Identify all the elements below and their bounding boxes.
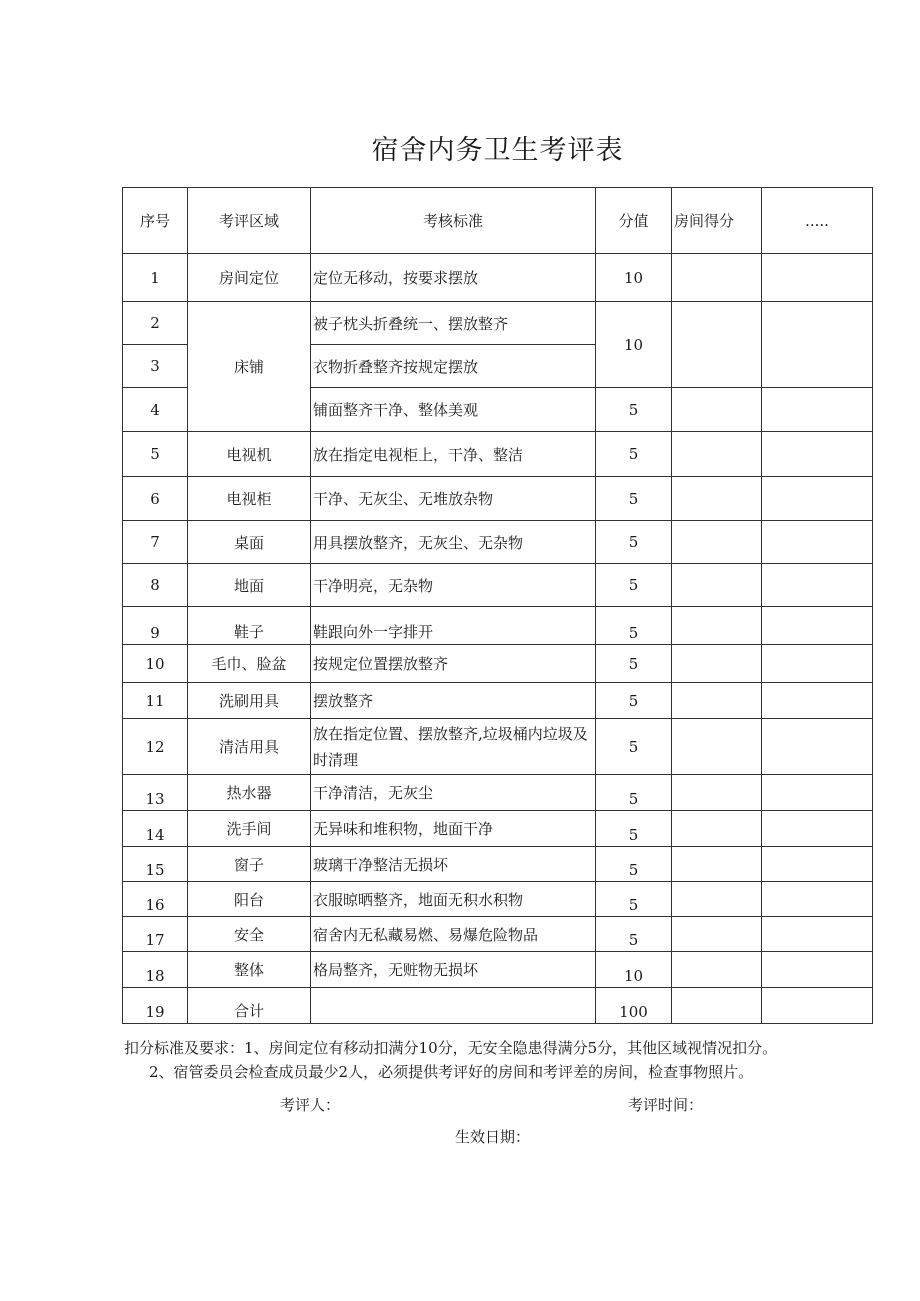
page-title: 宿舍内务卫生考评表 bbox=[371, 135, 624, 166]
header-area: 考评区域 bbox=[188, 188, 311, 254]
row-area: 窗子 bbox=[188, 847, 311, 882]
row-room-score-cell[interactable] bbox=[672, 775, 762, 811]
row-criteria: 放在指定电视柜上，干净、整洁 bbox=[311, 432, 596, 477]
table-row bbox=[123, 952, 873, 988]
row-room-score-cell[interactable] bbox=[672, 952, 762, 988]
row-no: 7 bbox=[123, 521, 188, 564]
row-score: 5 bbox=[596, 607, 672, 645]
row-no: 17 bbox=[123, 917, 188, 952]
row-criteria: 铺面整齐干净、整体美观 bbox=[311, 388, 596, 432]
table-row bbox=[123, 432, 873, 477]
row-area: 阳台 bbox=[188, 882, 311, 917]
row-area: 房间定位 bbox=[188, 254, 311, 302]
row-criteria: 摆放整齐 bbox=[311, 683, 596, 719]
row-criteria: 被子枕头折叠统一、摆放整齐 bbox=[311, 302, 596, 345]
row-extra-cell[interactable] bbox=[762, 607, 873, 645]
row-no: 6 bbox=[123, 477, 188, 521]
row-score: 5 bbox=[596, 477, 672, 521]
row-score: 5 bbox=[596, 432, 672, 477]
row-area: 整体 bbox=[188, 952, 311, 988]
row-no: 14 bbox=[123, 811, 188, 847]
row-room-score-cell[interactable] bbox=[672, 882, 762, 917]
row-criteria: 干净清洁，无灰尘 bbox=[311, 775, 596, 811]
row-room-score-cell[interactable] bbox=[672, 917, 762, 952]
row-no: 18 bbox=[123, 952, 188, 988]
row-score: 5 bbox=[596, 564, 672, 607]
row-score: 5 bbox=[596, 917, 672, 952]
row-extra-cell[interactable] bbox=[762, 988, 873, 1024]
row-area: 电视机 bbox=[188, 432, 311, 477]
row-room-score-cell[interactable] bbox=[672, 302, 762, 388]
row-extra-cell[interactable] bbox=[762, 477, 873, 521]
row-criteria: 玻璃干净整洁无损坏 bbox=[311, 847, 596, 882]
row-room-score-cell[interactable] bbox=[672, 432, 762, 477]
row-room-score-cell[interactable] bbox=[672, 645, 762, 683]
row-extra-cell[interactable] bbox=[762, 254, 873, 302]
table-row bbox=[123, 811, 873, 847]
row-area: 毛巾、脸盆 bbox=[188, 645, 311, 683]
table-row bbox=[123, 917, 873, 952]
row-extra-cell[interactable] bbox=[762, 811, 873, 847]
row-criteria: 用具摆放整齐，无灰尘、无杂物 bbox=[311, 521, 596, 564]
row-extra-cell[interactable] bbox=[762, 432, 873, 477]
row-score: 5 bbox=[596, 882, 672, 917]
row-room-score-cell[interactable] bbox=[672, 683, 762, 719]
row-extra-cell[interactable] bbox=[762, 388, 873, 432]
row-extra-cell[interactable] bbox=[762, 882, 873, 917]
row-room-score-cell[interactable] bbox=[672, 564, 762, 607]
row-extra-cell[interactable] bbox=[762, 302, 873, 388]
row-extra-cell[interactable] bbox=[762, 847, 873, 882]
evaluation-table bbox=[122, 187, 873, 1024]
row-area: 桌面 bbox=[188, 521, 311, 564]
row-no: 8 bbox=[123, 564, 188, 607]
row-no: 19 bbox=[123, 988, 188, 1024]
row-score: 5 bbox=[596, 811, 672, 847]
row-room-score-cell[interactable] bbox=[672, 254, 762, 302]
row-score: 5 bbox=[596, 683, 672, 719]
row-no: 11 bbox=[123, 683, 188, 719]
table-row bbox=[123, 683, 873, 719]
table-row bbox=[123, 645, 873, 683]
row-criteria: 定位无移动，按要求摆放 bbox=[311, 254, 596, 302]
row-criteria bbox=[311, 988, 596, 1024]
row-score-merged: 10 bbox=[596, 302, 672, 388]
row-extra-cell[interactable] bbox=[762, 521, 873, 564]
header-score: 分值 bbox=[596, 188, 672, 254]
row-score: 100 bbox=[596, 988, 672, 1024]
row-area: 清洁用具 bbox=[188, 719, 311, 775]
table-row bbox=[123, 254, 873, 302]
row-criteria: 衣物折叠整齐按规定摆放 bbox=[311, 345, 596, 388]
row-extra-cell[interactable] bbox=[762, 564, 873, 607]
table-row bbox=[123, 521, 873, 564]
row-room-score-cell[interactable] bbox=[672, 811, 762, 847]
row-no: 5 bbox=[123, 432, 188, 477]
row-no: 15 bbox=[123, 847, 188, 882]
row-room-score-cell[interactable] bbox=[672, 607, 762, 645]
row-score: 5 bbox=[596, 847, 672, 882]
row-area: 鞋子 bbox=[188, 607, 311, 645]
row-extra-cell[interactable] bbox=[762, 645, 873, 683]
table-row bbox=[123, 882, 873, 917]
row-room-score-cell[interactable] bbox=[672, 388, 762, 432]
row-no: 4 bbox=[123, 388, 188, 432]
header-criteria: 考核标准 bbox=[311, 188, 596, 254]
row-room-score-cell[interactable] bbox=[672, 521, 762, 564]
row-extra-cell[interactable] bbox=[762, 917, 873, 952]
row-area: 洗刷用具 bbox=[188, 683, 311, 719]
row-score: 10 bbox=[596, 254, 672, 302]
row-no: 13 bbox=[123, 775, 188, 811]
evaluation-time-label: 考评时间： bbox=[628, 1096, 704, 1114]
row-no: 16 bbox=[123, 882, 188, 917]
table-header-row bbox=[123, 188, 873, 254]
note-line-1: 扣分标准及要求：1、房间定位有移动扣满分10分，无安全隐患得满分5分，其他区域视情况扣分。 bbox=[124, 1039, 778, 1057]
row-area: 安全 bbox=[188, 917, 311, 952]
notes bbox=[124, 1036, 884, 1084]
row-criteria: 鞋跟向外一字排开 bbox=[311, 607, 596, 645]
row-extra-cell[interactable] bbox=[762, 719, 873, 775]
row-criteria: 按规定位置摆放整齐 bbox=[311, 645, 596, 683]
row-room-score-cell[interactable] bbox=[672, 988, 762, 1024]
row-no: 10 bbox=[123, 645, 188, 683]
row-score: 10 bbox=[596, 952, 672, 988]
row-criteria: 衣服晾晒整齐，地面无积水积物 bbox=[311, 882, 596, 917]
row-no: 12 bbox=[123, 719, 188, 775]
table-row bbox=[123, 302, 873, 345]
row-no: 2 bbox=[123, 302, 188, 345]
table-row bbox=[123, 477, 873, 521]
row-area-merged: 床铺 bbox=[188, 302, 311, 432]
row-area: 洗手间 bbox=[188, 811, 311, 847]
row-room-score-cell[interactable] bbox=[672, 477, 762, 521]
row-score: 5 bbox=[596, 521, 672, 564]
table-row bbox=[123, 564, 873, 607]
row-score: 5 bbox=[596, 645, 672, 683]
table-row bbox=[123, 607, 873, 645]
row-area: 地面 bbox=[188, 564, 311, 607]
row-area: 热水器 bbox=[188, 775, 311, 811]
note-line-2: 2、宿管委员会检查成员最少2人，必须提供考评好的房间和考评差的房间，检查事物照片。 bbox=[149, 1063, 754, 1081]
row-no: 1 bbox=[123, 254, 188, 302]
header-extra: ..... bbox=[762, 188, 873, 254]
row-area: 合计 bbox=[188, 988, 311, 1024]
row-criteria: 放在指定位置、摆放整齐,垃圾桶内垃圾及时清理 bbox=[311, 719, 596, 775]
header-no: 序号 bbox=[123, 188, 188, 254]
row-score: 5 bbox=[596, 775, 672, 811]
row-criteria: 格局整齐，无赃物无损坏 bbox=[311, 952, 596, 988]
row-criteria: 干净明亮，无杂物 bbox=[311, 564, 596, 607]
table-row bbox=[123, 719, 873, 775]
table-row bbox=[123, 775, 873, 811]
table-row bbox=[123, 847, 873, 882]
header-room-score: 房间得分 bbox=[672, 188, 762, 254]
row-score: 5 bbox=[596, 388, 672, 432]
row-score: 5 bbox=[596, 719, 672, 775]
row-extra-cell[interactable] bbox=[762, 952, 873, 988]
row-area: 电视柜 bbox=[188, 477, 311, 521]
table-total-row bbox=[123, 988, 873, 1024]
row-no: 9 bbox=[123, 607, 188, 645]
row-room-score-cell[interactable] bbox=[672, 847, 762, 882]
row-extra-cell[interactable] bbox=[762, 683, 873, 719]
effective-date-label: 生效日期： bbox=[455, 1128, 531, 1146]
row-criteria: 干净、无灰尘、无堆放杂物 bbox=[311, 477, 596, 521]
row-no: 3 bbox=[123, 345, 188, 388]
row-criteria: 无异味和堆积物，地面干净 bbox=[311, 811, 596, 847]
row-criteria: 宿舍内无私藏易燃、易爆危险物品 bbox=[311, 917, 596, 952]
evaluator-label: 考评人： bbox=[280, 1096, 341, 1114]
row-extra-cell[interactable] bbox=[762, 775, 873, 811]
row-room-score-cell[interactable] bbox=[672, 719, 762, 775]
